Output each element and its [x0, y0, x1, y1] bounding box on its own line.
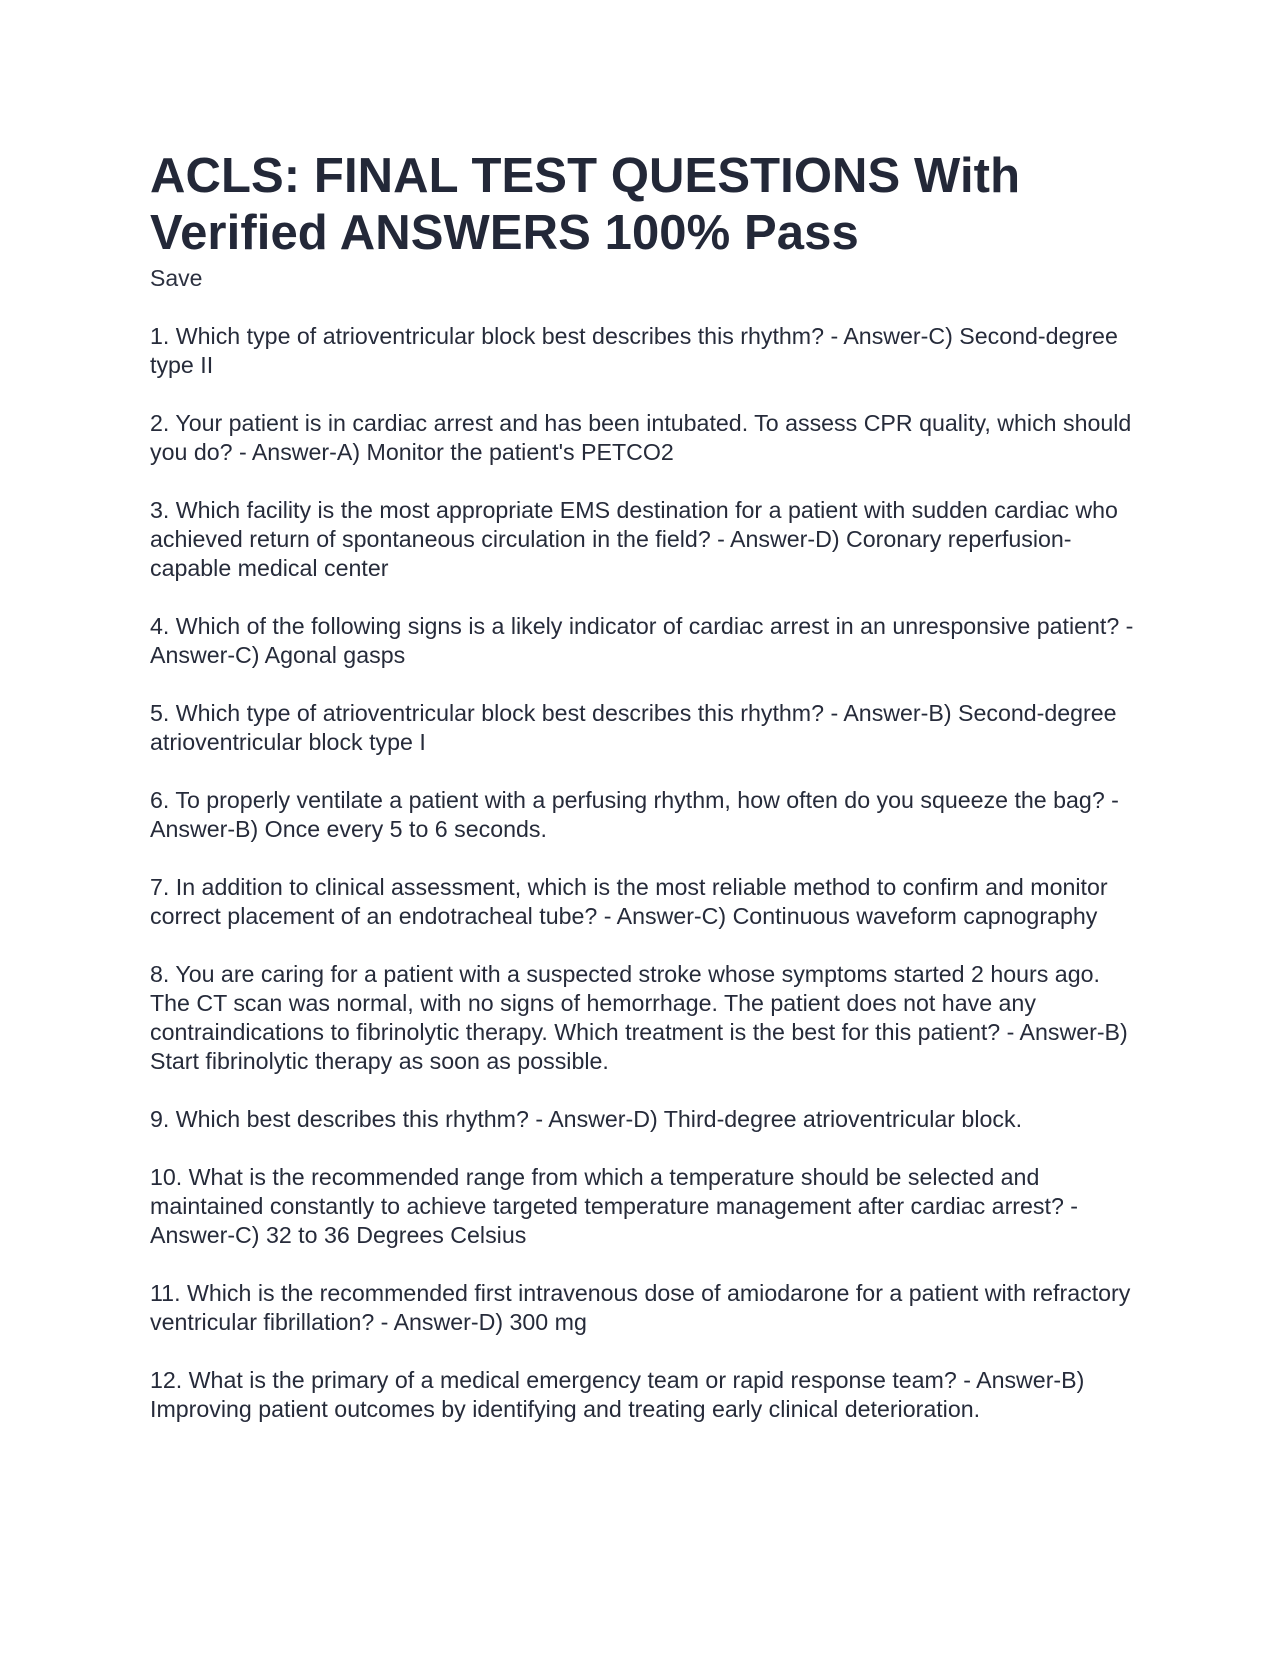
- question-item-5: 5. Which type of atrioventricular block best describes this rhythm? - Answer-B) Second-degree atrioventricular block type I: [150, 700, 1117, 755]
- save-link[interactable]: Save: [150, 265, 203, 291]
- question-item-11: 11. Which is the recommended first intravenous dose of amiodarone for a patient with refractory ventricular fibrillation? - Answer-D) 300 mg: [150, 1280, 1131, 1335]
- question-item-4: 4. Which of the following signs is a likely indicator of cardiac arrest in an unresponsive patient? - Answer-C) Agonal gasps: [150, 613, 1134, 668]
- document-title: ACLS: FINAL TEST QUESTIONS With Verified ANSWERS 100% Pass: [150, 149, 1021, 260]
- question-item-12: 12. What is the primary of a medical emergency team or rapid response team? - Answer-B) Improving patient outcomes by identifying and treating early clinical deterioration.: [150, 1367, 1085, 1422]
- question-item-1: 1. Which type of atrioventricular block best describes this rhythm? - Answer-C) Second-degree type II: [150, 323, 1118, 378]
- question-list: [150, 322, 1135, 1424]
- question-item-6: 6. To properly ventilate a patient with a perfusing rhythm, how often do you squeeze the bag? - Answer-B) Once every 5 to 6 seconds.: [150, 787, 1119, 842]
- question-item-2: 2. Your patient is in cardiac arrest and has been intubated. To assess CPR quality, which should you do? - Answer-A) Monitor the patient's PETCO2: [150, 410, 1132, 465]
- question-item-7: 7. In addition to clinical assessment, which is the most reliable method to confirm and monitor correct placement of an endotracheal tube? - Answer-C) Continuous waveform capnography: [150, 874, 1108, 929]
- question-item-8: 8. You are caring for a patient with a suspected stroke whose symptoms started 2 hours ago. The CT scan was normal, with no signs of hemorrhage. The patient does not have any contraindications to fibrinolytic therapy. Which treatment is the best for this patient? - Answer-B) Start fibrinolytic therapy as soon as possible.: [150, 961, 1128, 1074]
- question-item-9: 9. Which best describes this rhythm? - Answer-D) Third-degree atrioventricular block.: [150, 1106, 1023, 1132]
- question-item-3: 3. Which facility is the most appropriate EMS destination for a patient with sudden cardiac who achieved return of spontaneous circulation in the field? - Answer-D) Coronary reperfusion-capable medical center: [150, 497, 1118, 581]
- question-item-10: 10. What is the recommended range from which a temperature should be selected and maintained constantly to achieve targeted temperature management after cardiac arrest? - Answer-C) 32 to 36 Degrees Celsius: [150, 1164, 1078, 1248]
- document-page: [150, 148, 1135, 1453]
